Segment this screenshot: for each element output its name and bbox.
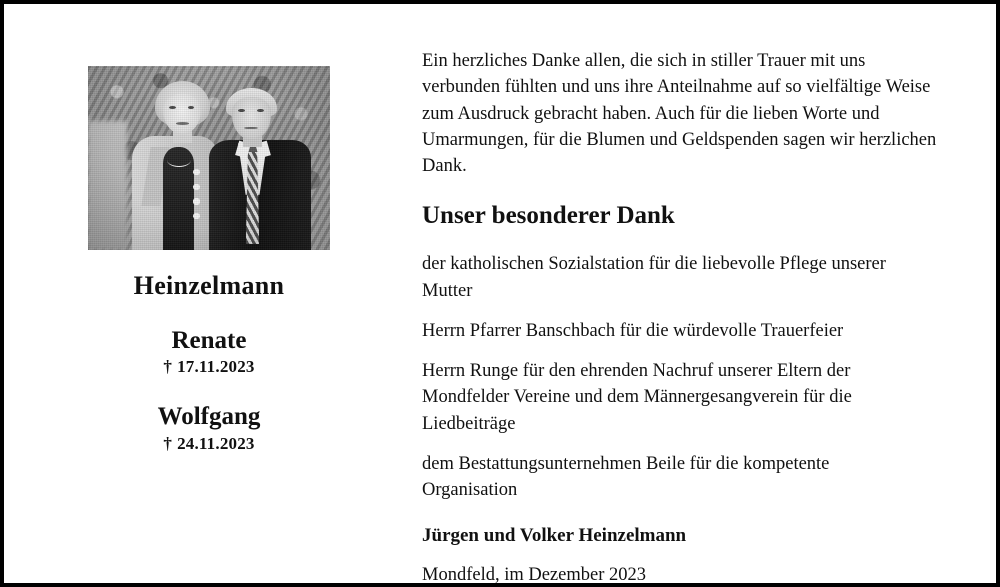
person-first-name: Renate bbox=[171, 326, 247, 354]
death-date-value: 24.11.2023 bbox=[177, 434, 255, 454]
photo-canvas bbox=[88, 66, 330, 250]
left-column bbox=[4, 4, 402, 583]
notice-inner bbox=[4, 4, 996, 586]
thanks-item: der katholischen Sozialstation für die liebevolle Pflege unserer Mutter bbox=[422, 254, 886, 301]
woman-eye-left bbox=[169, 106, 175, 109]
thanks-item: Herrn Runge für den ehrenden Nachruf unserer Eltern der Mondfelder Vereine und dem Männergesangverein für die Liedbeiträge bbox=[422, 361, 852, 434]
dagger-icon: † bbox=[163, 357, 173, 377]
place-and-date: Mondfeld, im Dezember 2023 bbox=[422, 565, 646, 586]
surname: Heinzelmann bbox=[133, 271, 285, 300]
person-first-name: Wolfgang bbox=[157, 403, 261, 431]
special-thanks-heading: Unser besonderer Dank bbox=[422, 202, 675, 230]
dagger-icon: † bbox=[163, 434, 173, 454]
right-column bbox=[402, 4, 996, 586]
thanks-item: Herrn Pfarrer Banschbach für die würdevolle Trauerfeier bbox=[422, 320, 844, 341]
person-death-date bbox=[56, 357, 362, 377]
woman-button bbox=[193, 169, 199, 175]
woman-eye-right bbox=[188, 106, 194, 109]
woman-mouth bbox=[176, 122, 189, 125]
person-entry-renate bbox=[56, 327, 362, 378]
man-striped-tie bbox=[246, 149, 260, 245]
intro-paragraph: Ein herzliches Danke allen, die sich in stiller Trauer mit uns verbunden fühlten und uns ihre Anteilnahme auf so vielfältige Weise zum Ausdruck gebracht haben. Auch für die lieben Worte und Umarmungen, für die Blumen und Geldspenden sagen wir herzlichen Dank. bbox=[422, 51, 937, 177]
thanks-item: dem Bestattungsunternehmen Beile für die kompetente Organisation bbox=[422, 453, 830, 501]
photo-background-strip bbox=[88, 121, 127, 250]
person-death-date bbox=[56, 434, 362, 454]
signature: Jürgen und Volker Heinzelmann bbox=[422, 525, 687, 547]
memorial-photo bbox=[88, 66, 330, 250]
person-entry-wolfgang bbox=[56, 403, 362, 454]
woman-button bbox=[193, 213, 199, 219]
woman-button bbox=[193, 184, 199, 190]
names-block bbox=[56, 272, 362, 454]
death-date-value: 17.11.2023 bbox=[177, 357, 255, 377]
woman-button bbox=[193, 198, 199, 204]
